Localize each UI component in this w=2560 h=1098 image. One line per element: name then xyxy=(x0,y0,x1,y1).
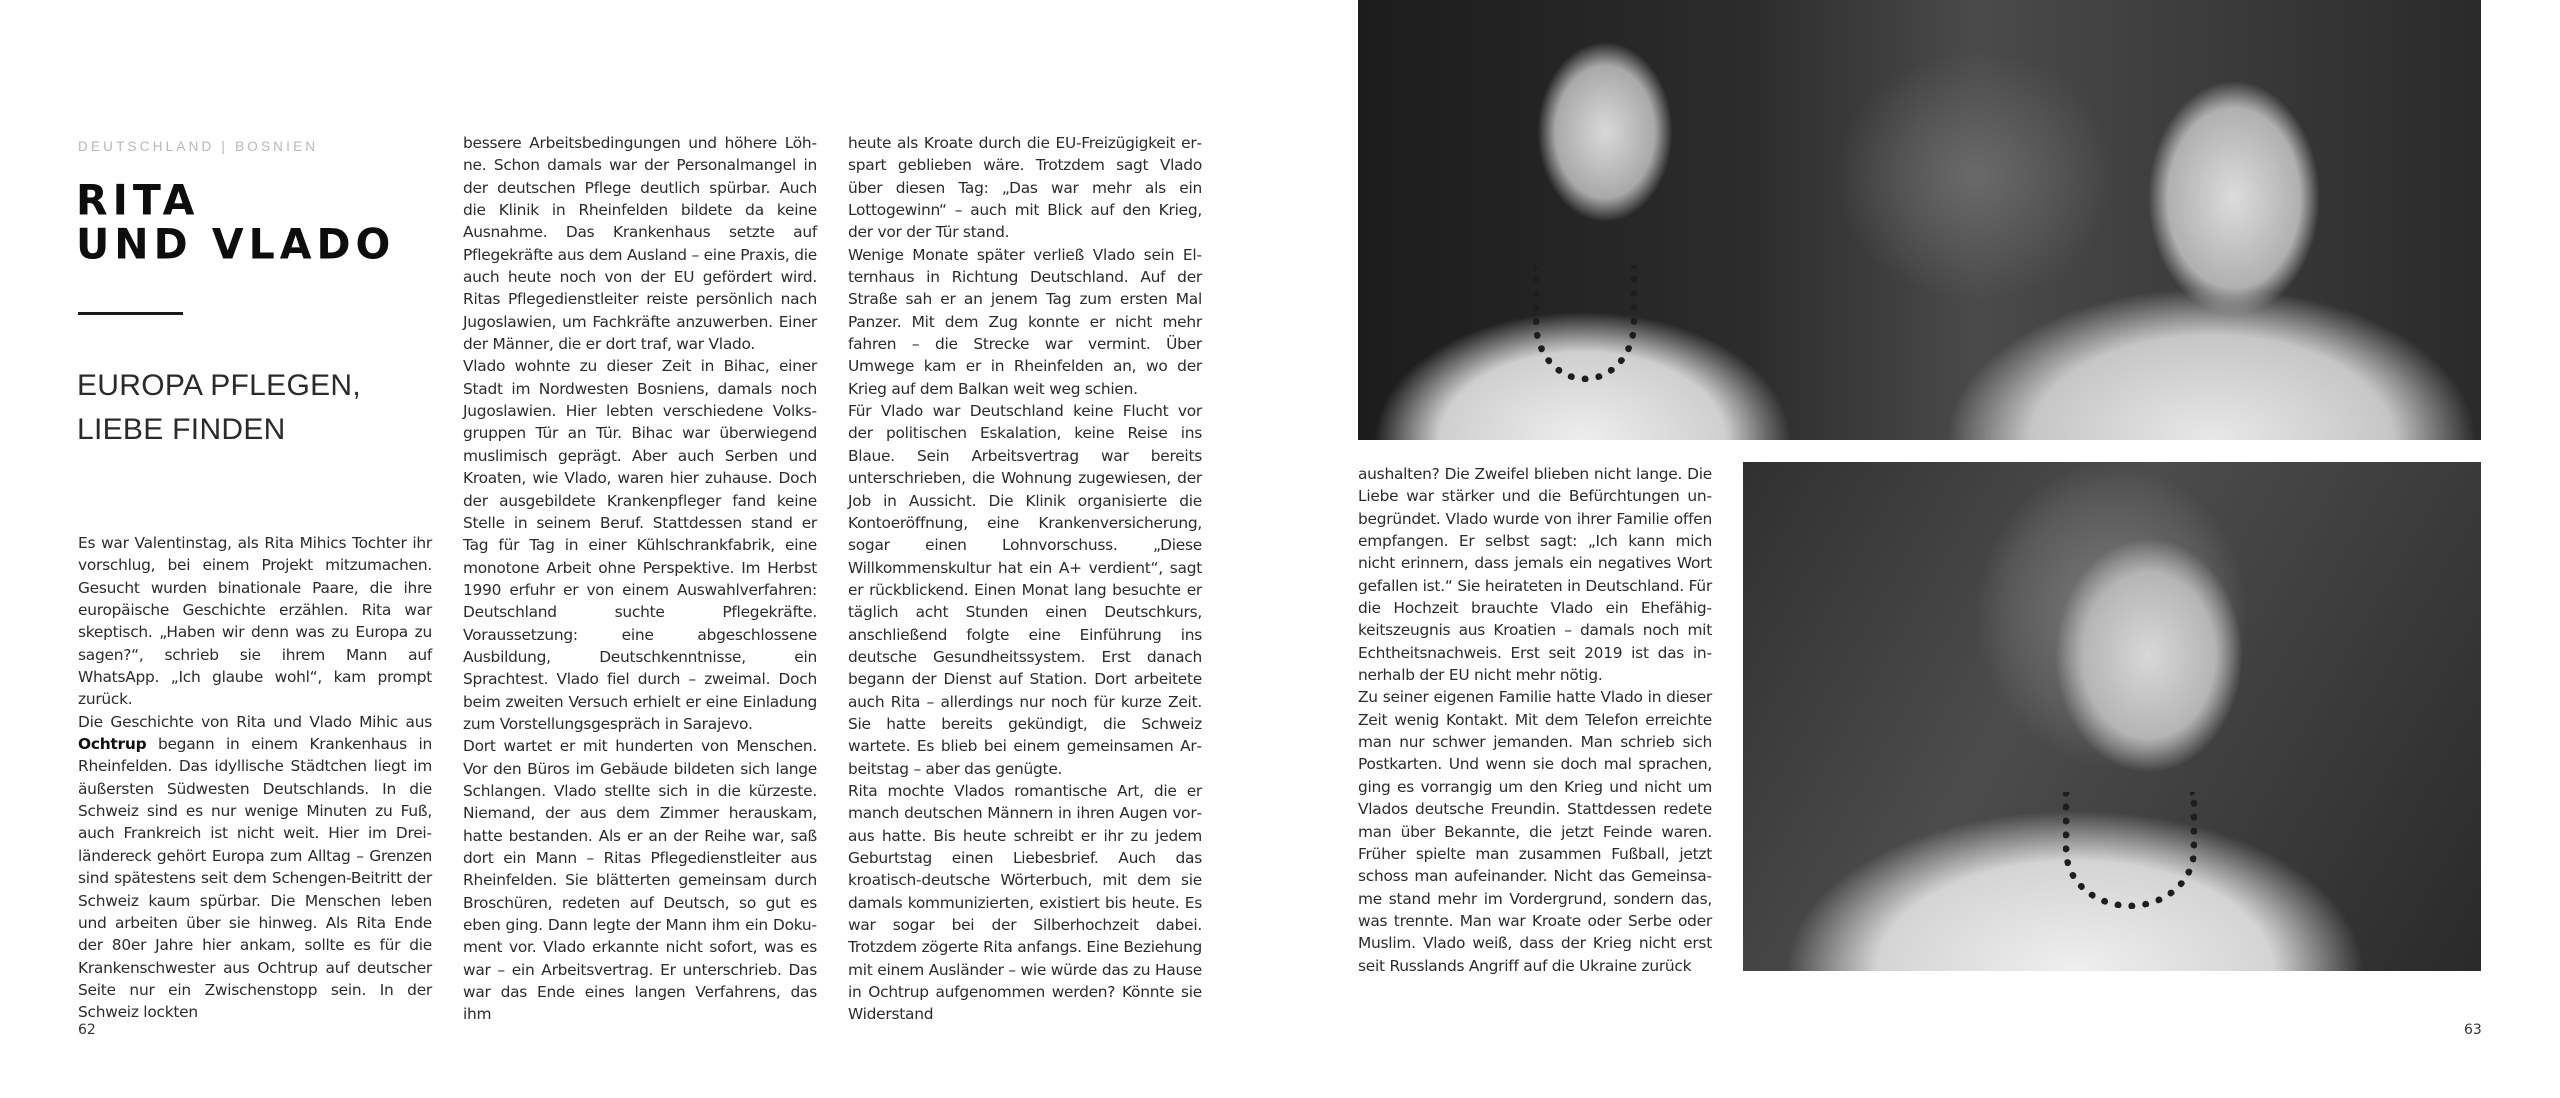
paragraph: bessere Arbeitsbedingungen und höhere Löhne. Schon damals war der Personalmangel in der deutschen Pflege deutlich spürbar. Auch die Klinik in Rheinfelden bildete da keine Ausnahme. Das Krankenhaus setzte auf Pflegekräfte aus dem Ausland – eine Praxis, die auch heute noch von der EU gefördert wird. Ritas Pflegedienstleiter reiste persönlich nach Jugoslawien, um Fachkräfte anzuwerben. Einer der Männer, die er dort traf, war Vlado. xyxy=(463,134,817,354)
article-title xyxy=(76,175,396,269)
paragraph: Dort wartet er mit hunderten von Menschen. Vor den Büros im Gebäude bildeten sich lange Schlangen. Vlado stellte sich in die kürzeste. Niemand, der aus dem Zimmer herauskam, hatte bestanden. Als er an der Reihe war, saß dort ein Mann – Ritas Pflegedienstleiter aus Rheinfelden. Sie blätterten gemeinsam durch Broschüren, redeten auf Deutsch, so gut es eben ging. Dann legte der Mann ihm ein Dokument vor. Vlado erkannte nicht sofort, was es war – ein Arbeitsvertrag. Er unterschrieb. Das war das Ende eines langen Verfahrens, das ihm xyxy=(463,737,817,1024)
paragraph: heute als Kroate durch die EU-Freizügigkeit erspart geblieben wäre. Trotzdem sagt Vlado über diesen Tag: „Das war mehr als ein Lottogewinn“ – auch mit Blick auf den Krieg, der vor der Tür stand. xyxy=(848,134,1202,242)
highlighted-town: Ochtrup xyxy=(78,735,147,754)
paragraph: aushalten? Die Zweifel blieben nicht lange. Die Liebe war stärker und die Befürchtungen unbegründet. Vlado wurde von ihrer Familie offen empfangen. Er selbst sagt: „Ich kann mich nicht erinnern, dass jemals ein negatives Wort gefallen ist.“ Sie heirateten in Deutschland. Für die Hochzeit brauchte Vlado ein Ehefähigkeitszeugnis aus Kroatien – damals noch mit Echtheitsnachweis. Erst seit 2019 ist das innerhalb der EU nicht mehr nötig. xyxy=(1358,465,1712,685)
article-subtitle-line-1: EUROPA PFLEGEN, xyxy=(77,369,362,402)
page-number-right: 63 xyxy=(2464,1022,2482,1038)
necklace-shape xyxy=(1533,265,1637,382)
text-column-1 xyxy=(78,532,432,1024)
article-title-line-1: RITA xyxy=(76,175,200,225)
page-number-left: 62 xyxy=(78,1022,96,1038)
paragraph: Vlado wohnte zu dieser Zeit in Bihac, einer Stadt im Nordwesten Bosniens, damals noch Jugoslawien. Hier lebten verschiedene Volksgruppen Tür an Tür. Bihac war überwiegend muslimisch geprägt. Aber auch Serben und Kroaten, wie Vlado, waren hier zuhause. Doch der ausgebildete Krankenpfleger fand keine Stelle in seinem Beruf. Stattdessen stand er Tag für Tag in einer Kühlschrankfabrik, eine monotone Arbeit ohne Perspektive. Im Herbst 1990 erfuhr er von einem Auswahlverfahren: Deutschland suchte Pflegekräfte. Voraussetzung: eine abgeschlossene Ausbildung, Deutschkenntnisse, ein Sprachtest. Vlado fiel durch – zweimal. Doch beim zweiten Versuch erhielt er eine Einladung zum Vorstellungsgespräch in Sarajevo. xyxy=(463,357,817,733)
article-title-line-2: UND VLADO xyxy=(76,219,396,269)
paragraph xyxy=(78,711,432,1024)
photo-description xyxy=(1358,0,1359,1)
paragraph: Zu seiner eigenen Familie hatte Vlado in dieser Zeit wenig Kontakt. Mit dem Telefon erreichte man nur schwer jemanden. Man schrieb sich Postkarten. Und wenn sie doch mal sprachen, ging es vorrangig um den Krieg und nicht um Vlados deutsche Freundin. Stattdessen redete man über Bekannte, die jetzt Feinde waren. Früher spielte man zusammen Fußball, jetzt schoss man aufeinander. Nicht das Gemeinsame stand mehr im Vordergrund, sondern das, was trennte. Man war Kroate oder Serbe oder Muslim. Vlado weiß, dass der Krieg nicht erst seit Russlands Angriff auf die Ukraine zurück xyxy=(1358,688,1712,975)
photo-rita-and-vlado xyxy=(1358,0,2481,440)
paragraph: Wenige Monate später verließ Vlado sein Elternhaus in Richtung Deutschland. Auf der Straße sah er an jenem Tag zum ersten Mal Panzer. Mit dem Zug konnte er nicht mehr fahren – die Strecke war vermint. Über Umwege kam er in Rheinfelden an, wo der Krieg auf dem Balkan weit weg schien. xyxy=(848,245,1202,398)
article-subtitle xyxy=(77,364,361,452)
paragraph-text: Die Geschichte von Rita und Vlado Mihic aus xyxy=(78,712,432,731)
paragraph: Für Vlado war Deutschland keine Flucht vor der politischen Eskalation, keine Reise ins Blaue. Sein Arbeitsvertrag war bereits unterschrieben, die Wohnung zugewiesen, der Job in Aussicht. Die Klinik organisierte die Kontoeröffnung, eine Krankenversicherung, sogar einen Lohnvorschuss. „Diese Willkommenskultur hat ein A+ verdient“, sagt er rückblickend. Einen Monat lang besuchte er täglich acht Stunden einen Deutschkurs, anschließend folgte eine Einführung ins deutsche Gesundheitssystem. Erst danach begann der Dienst auf Station. Dort arbeitete auch Rita – allerdings nur noch für kurze Zeit. Sie hatte bereits gekündigt, die Schweiz wartete. Es blieb bei einem gemeinsamen Arbeitstag – aber das genügte. xyxy=(848,402,1202,778)
paragraph-text: begann in einem Krankenhaus in Rheinfelden. Das idyllische Städtchen liegt im äußersten Südwesten Deutschlands. In die Schweiz sind es nur wenige Minuten zu Fuß, auch Frankreich ist nicht weit. Hier im Dreiländereck gehört Europa zum Alltag – Grenzen sind spätestens seit dem Schengen-Beitritt der Schweiz kaum spürbar. Die Menschen leben und arbeiten über sie hinweg. Als Rita Ende der 80er Jahre hier ankam, sollte es für die Krankenschwester aus Ochtrup auf deutscher Seite nur ein Zwischenstopp sein. In der Schweiz lockten xyxy=(78,735,432,1022)
text-column-4 xyxy=(1358,463,1712,977)
necklace-shape xyxy=(2063,792,2197,909)
text-column-3 xyxy=(848,132,1202,1026)
photo-description xyxy=(1743,462,1744,463)
article-subtitle-line-2: LIEBE FINDEN xyxy=(77,413,286,446)
section-kicker: DEUTSCHLAND | BOSNIEN xyxy=(78,139,319,154)
title-rule xyxy=(78,312,183,315)
photo-rita-portrait xyxy=(1743,462,2481,971)
text-column-2 xyxy=(463,132,817,1026)
paragraph: Rita mochte Vlados romantische Art, die er manch deutschen Männern in ihren Augen voraus hatte. Bis heute schreibt er ihr zu jedem Geburtstag einen Liebesbrief. Auch das kroatisch-deutsche Wörterbuch, mit dem sie damals kommunizierten, existiert bis heute. Es war sogar bei der Silberhochzeit dabei. Trotzdem zögerte Rita anfangs. Eine Beziehung mit einem Ausländer – wie würde das zu Hause in Ochtrup aufgenommen werden? Könnte sie Widerstand xyxy=(848,781,1202,1024)
paragraph: Es war Valentinstag, als Rita Mihics Tochter ihr vorschlug, bei einem Projekt mitzumachen. Gesucht wurden binationale Paare, die ihre europäische Geschichte erzählen. Rita war skeptisch. „Haben wir denn was zu Europa zu sagen?“, schrieb sie ihrem Mann auf WhatsApp. „Ich glaube wohl“, kam prompt zurück. xyxy=(78,534,432,709)
